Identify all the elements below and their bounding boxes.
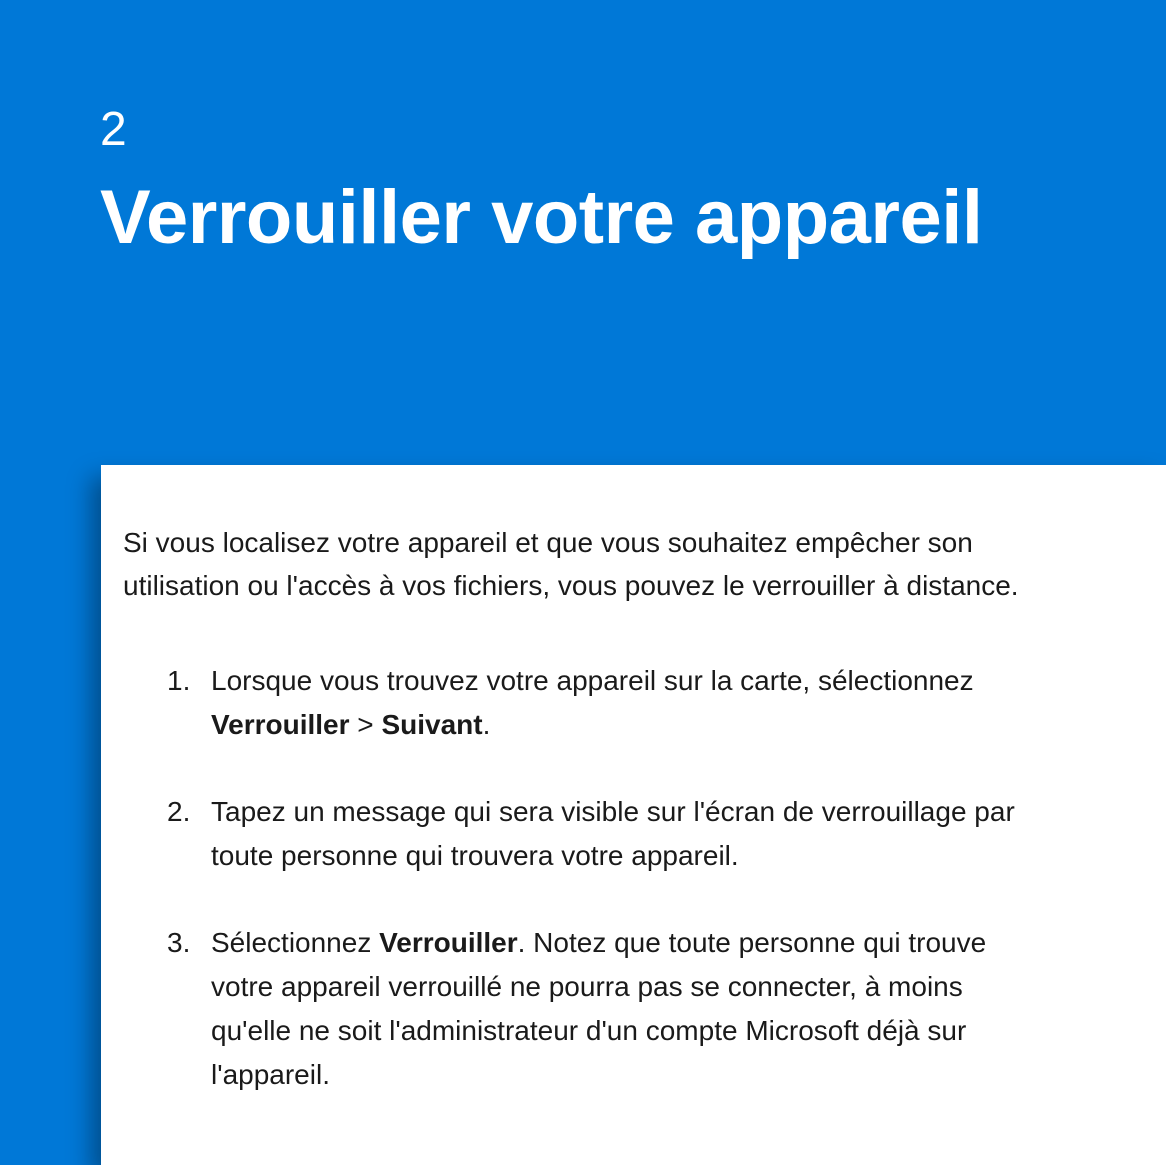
step-item-3 — [167, 921, 1157, 1097]
page-header — [100, 100, 983, 264]
step-3-prefix: Sélectionnez — [211, 927, 380, 958]
step-2-line-1: Tapez un message qui sera visible sur l'écran de verrouillage par — [211, 796, 1015, 827]
step-1-text: Lorsque vous trouvez votre appareil sur la carte, sélectionnez — [211, 665, 974, 696]
step-1-separator: > — [349, 709, 382, 740]
intro-line-2: utilisation ou l'accès à vos fichiers, vous pouvez le verrouiller à distance. — [123, 570, 1019, 601]
intro-paragraph — [123, 521, 1166, 607]
step-3-line-2: votre appareil verrouillé ne pourra pas se connecter, à moins — [211, 971, 963, 1002]
intro-line-1: Si vous localisez votre appareil et que vous souhaitez empêcher son — [123, 527, 973, 558]
step-1-end: . — [482, 709, 491, 740]
step-1-bold-next: Suivant — [381, 709, 483, 740]
step-item-1 — [167, 659, 1157, 747]
step-3-number: 3. — [167, 927, 191, 958]
content-card — [101, 465, 1166, 1165]
step-1-bold-lock: Verrouiller — [211, 709, 350, 740]
step-1-number: 1. — [167, 665, 191, 696]
step-3-line-4: l'appareil. — [211, 1059, 330, 1090]
step-3-line-3: qu'elle ne soit l'administrateur d'un compte Microsoft déjà sur — [211, 1015, 967, 1046]
step-number: 2 — [100, 103, 127, 156]
page-title: Verrouiller votre appareil — [100, 175, 983, 260]
step-2-number: 2. — [167, 796, 191, 827]
step-3-suffix: . Notez que toute personne qui trouve — [517, 927, 987, 958]
step-2-line-2: toute personne qui trouvera votre appareil. — [211, 840, 739, 871]
steps-list — [167, 659, 1157, 1140]
step-3-bold-lock: Verrouiller — [379, 927, 518, 958]
step-item-2 — [167, 790, 1157, 878]
